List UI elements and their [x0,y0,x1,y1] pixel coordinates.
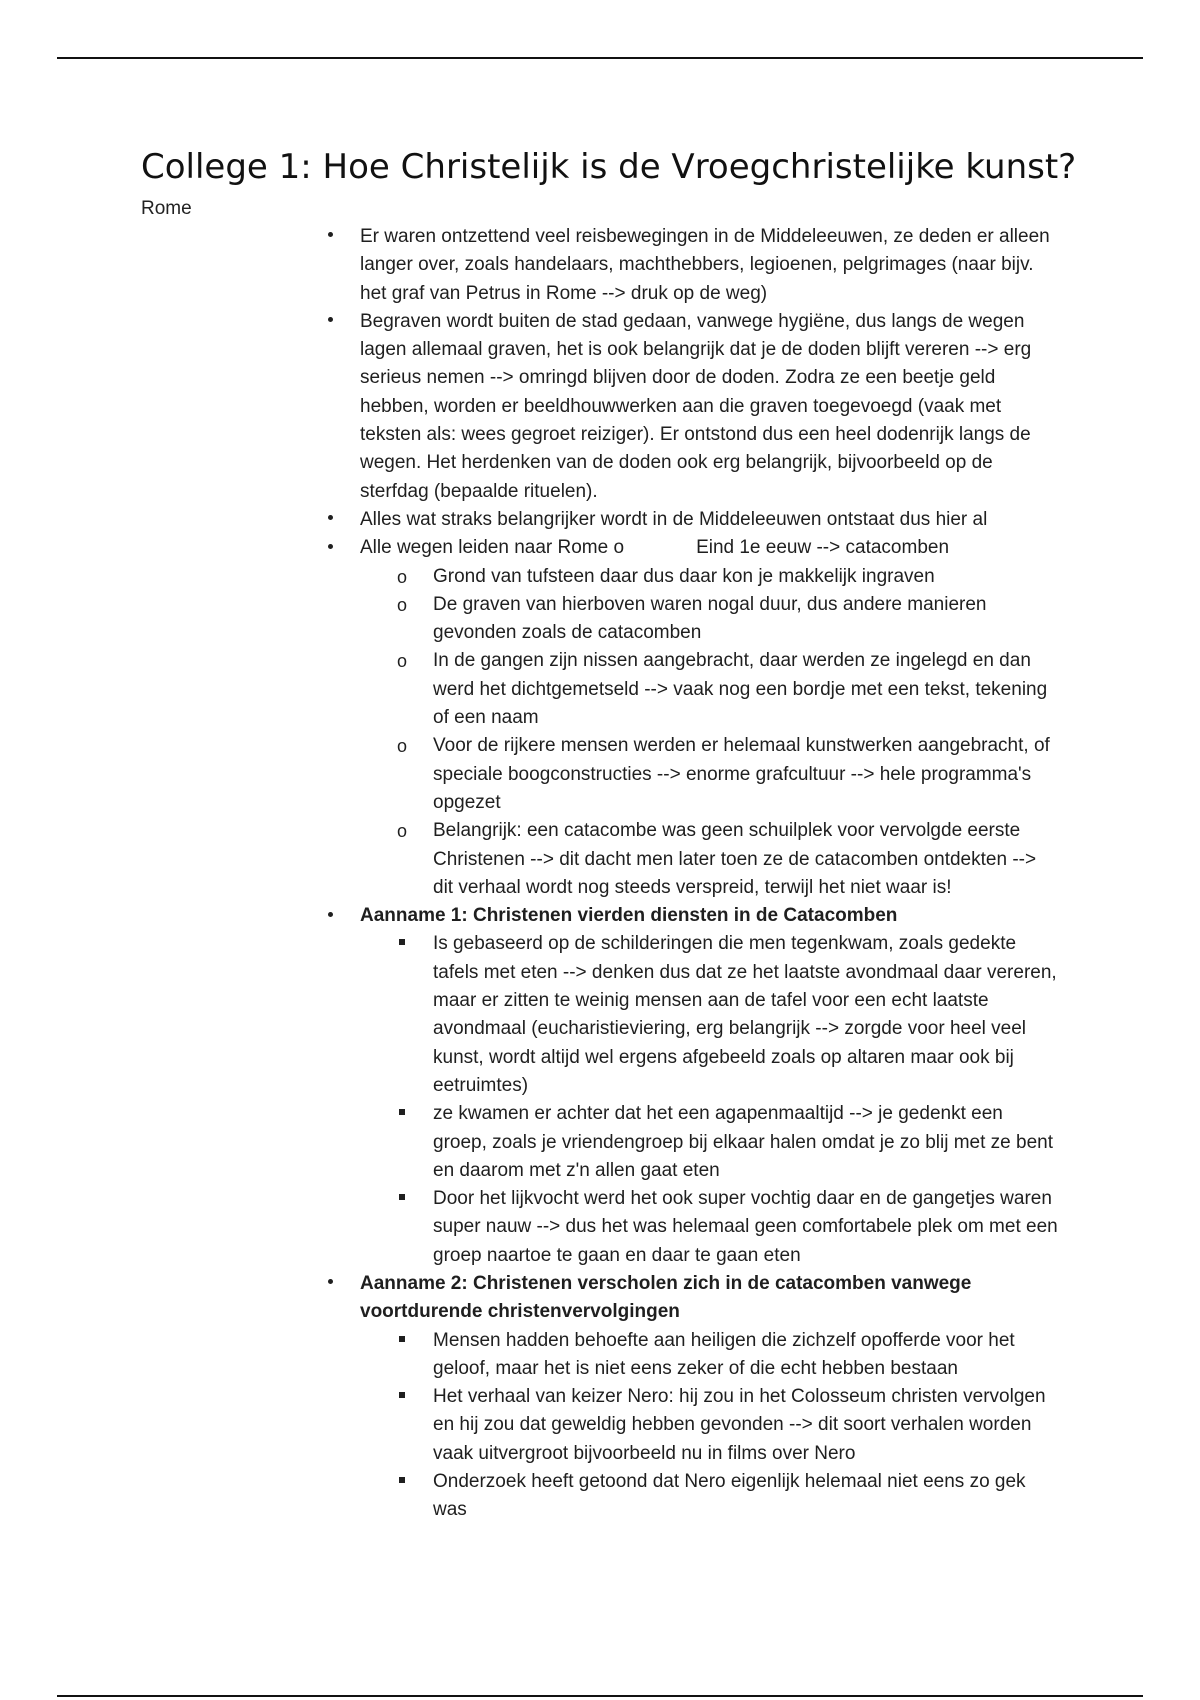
assumption-heading: Aanname 2: Christenen verscholen zich in de catacomben vanwege voortdurende christenvervolgingen [360,1272,972,1323]
circle-bullet-icon: o [396,594,407,615]
bullet-icon [320,902,340,930]
square-bullet-icon [392,1468,412,1496]
sub-bullet-text: In de gangen zijn nissen aangebracht, daar werden ze ingelegd en dan werd het dichtgemetseld --> vaak nog een bordje met een tekst, tekening of een naam [433,650,1048,729]
bullet-text: Alles wat straks belangrijker wordt in de Middeleeuwen ontstaat dus hier al [360,508,988,530]
notes-body [320,223,1060,1525]
sub-bullet-text: De graven van hierboven waren nogal duur, dus andere manieren gevonden zoals de catacomben [433,593,987,644]
list-item [320,1270,1060,1327]
bullet-icon [320,308,340,336]
bullet-text: Er waren ontzettend veel reisbewegingen in de Middeleeuwen, ze deden er alleen langer over, zoals handelaars, machthebbers, legioenen, pelgrimages (naar bijv. het graf van Petrus in Rome --> druk op de weg) [360,226,1050,304]
square-bullet-icon [392,1383,412,1411]
sub-list-item [320,732,1060,817]
square-bullet-icon [392,1100,412,1128]
square-bullet-icon [392,1185,412,1213]
bottom-rule [57,1695,1143,1697]
bullet-text: Eind 1e eeuw --> catacomben [696,537,950,559]
sub-list-item [320,1468,1060,1525]
list-item [320,902,1060,930]
bullet-icon [320,534,340,562]
circle-bullet-icon: o [396,566,407,587]
list-item [320,506,1060,534]
sub-list-item [320,591,1060,648]
sub-list-item [320,1100,1060,1185]
square-bullet-icon [392,930,412,958]
circle-bullet-icon: o [396,736,407,757]
sub-bullet-text: Onderzoek heeft getoond dat Nero eigenlijk helemaal niet eens zo gek was [433,1471,1026,1521]
list-item [320,308,1060,506]
sub-list-item [320,1383,1060,1468]
bullet-text: Begraven wordt buiten de stad gedaan, vanwege hygiëne, dus langs de wegen lagen allemaal graven, het is ook belangrijk dat je de doden blijft vereren --> erg serieus nemen --> omringd blijven door de doden. Zodra ze een beetje geld hebben, worden er beeldhouwwerken aan die graven toegevoegd (vaak met teksten als: wees gegroet reiziger). Er ontstond dus een heel dodenrijk langs de wegen. Het herdenken van de doden ook erg belangrijk, bijvoorbeeld op de sterfdag (bepaalde rituelen). [360,310,1032,502]
circle-bullet-icon: o [396,821,407,842]
subtitle: Rome [141,198,192,219]
sub-bullet-text: Grond van tufsteen daar dus daar kon je makkelijk ingraven [433,565,935,587]
sub-bullet-text: Mensen hadden behoefte aan heiligen die zichzelf opofferde voor het geloof, maar het is niet eens zeker of die echt hebben bestaan [433,1329,1015,1379]
sub-list-item [320,930,1060,1100]
list-item [320,223,1060,308]
sub-list-item [320,1327,1060,1384]
sub-list-item [320,563,1060,591]
sub-bullet-text: ze kwamen er achter dat het een agapenmaaltijd --> je gedenkt een groep, zoals je vriendengroep bij elkaar halen omdat je zo blij met ze bent en daarom met z'n allen gaat eten [433,1103,1053,1181]
sub-list-item [320,647,1060,732]
sub-bullet-text: Door het lijkvocht werd het ook super vochtig daar en de gangetjes waren super nauw --> dus het was helemaal geen comfortabele plek om met een groep naartoe te gaan en daar te gaan eten [433,1188,1058,1266]
bullet-icon [320,223,340,251]
page-title: College 1: Hoe Christelijk is de Vroegchristelijke kunst? [141,147,1077,187]
bullet-icon [320,1270,340,1298]
sub-bullet-text: Voor de rijkere mensen werden er helemaal kunstwerken aangebracht, of speciale boogconstructies --> enorme grafcultuur --> hele programma's opgezet [433,735,1050,813]
bullet-text: Alle wegen leiden naar Rome o [360,537,625,559]
bullet-icon [320,506,340,534]
top-rule [57,57,1143,59]
sub-list-item [320,817,1060,902]
square-bullet-icon [392,1327,412,1355]
assumption-heading: Aanname 1: Christenen vierden diensten in de Catacomben [360,905,898,927]
sub-list-item [320,1185,1060,1270]
sub-bullet-text: Is gebaseerd op de schilderingen die men tegenkwam, zoals gedekte tafels met eten --> denken dus dat ze het laatste avondmaal daar vereren, maar er zitten te weinig mensen aan de tafel voor een echt laatste avondmaal (eucharistieviering, erg belangrijk --> zorgde voor heel veel kunst, wordt altijd wel ergens afgebeeld zoals op altaren maar ook bij eetruimtes) [433,933,1057,1096]
sub-bullet-text: Het verhaal van keizer Nero: hij zou in het Colosseum christen vervolgen en hij zou dat geweldig hebben gevonden --> dit soort verhalen worden vaak uitvergroot bijvoorbeeld nu in films over Nero [433,1386,1046,1464]
sub-bullet-text: Belangrijk: een catacombe was geen schuilplek voor vervolgde eerste Christenen --> dit dacht men later toen ze de catacomben ontdekten --> dit verhaal wordt nog steeds verspreid, terwijl het niet waar is! [433,820,1037,898]
circle-bullet-icon: o [396,651,407,672]
list-item [320,534,1060,562]
